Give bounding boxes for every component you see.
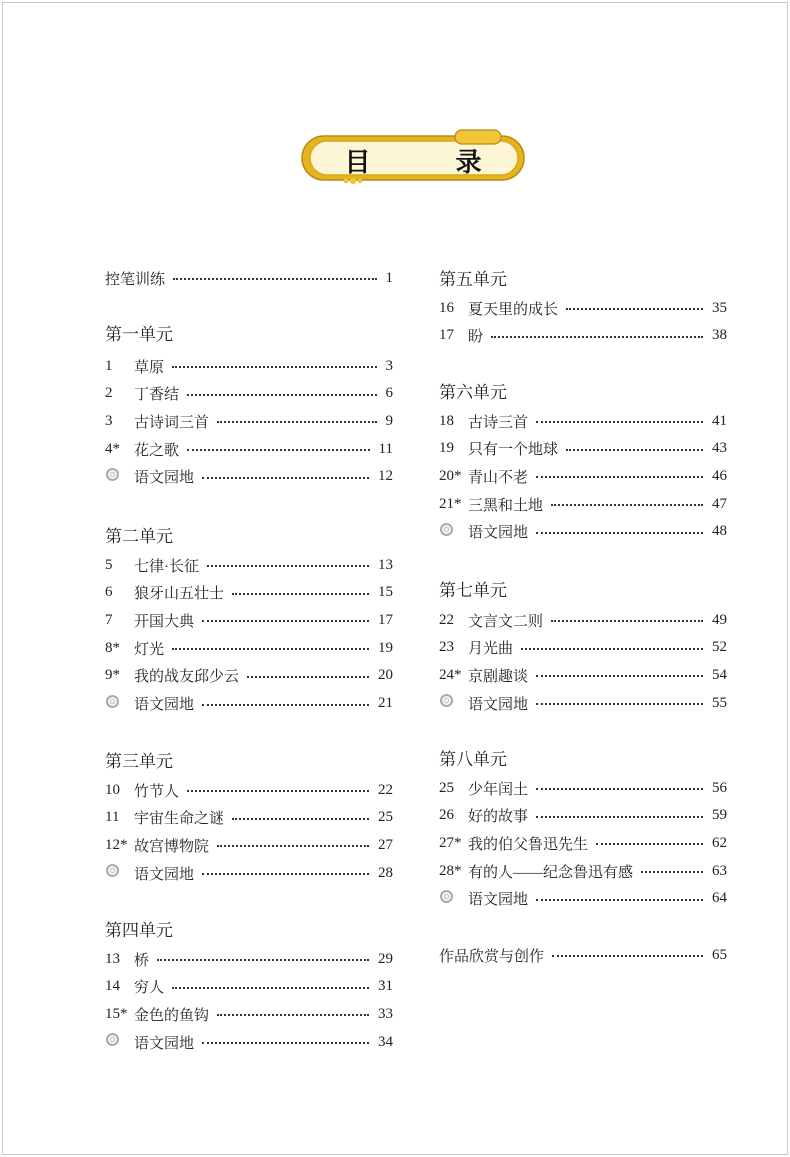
entry-title: 狼牙山五壮士 — [134, 586, 225, 603]
dot-leader — [232, 593, 369, 595]
lesson-number: 14 — [105, 978, 120, 995]
entry-title: 语文园地 — [134, 697, 195, 713]
page-number: 28 — [378, 864, 393, 881]
toc-entry[interactable] — [105, 353, 393, 380]
unit-heading: 第三单元 — [105, 752, 173, 771]
toc-entry[interactable] — [439, 690, 727, 717]
dot-leader — [536, 675, 703, 677]
dot-leader — [202, 704, 369, 706]
page-number: 62 — [712, 834, 727, 851]
toc-entry[interactable] — [105, 607, 393, 634]
toc-entry[interactable] — [439, 802, 727, 829]
lesson-number: 12* — [105, 836, 128, 853]
page-number: 52 — [712, 639, 727, 656]
toc-entry[interactable] — [105, 662, 393, 689]
entry-title: 只有一个地球 — [468, 442, 559, 459]
dot-leader — [536, 476, 703, 478]
dot-leader — [202, 620, 369, 622]
page-number: 48 — [712, 523, 727, 540]
page-number: 64 — [712, 890, 727, 907]
dot-leader — [536, 532, 703, 534]
toc-entry[interactable] — [439, 942, 727, 969]
toc-entry[interactable] — [105, 635, 393, 662]
page-number: 65 — [712, 946, 727, 963]
lesson-number: 4* — [105, 440, 120, 457]
entry-title: 文言文二则 — [468, 613, 544, 630]
dot-leader — [521, 648, 703, 650]
unit-heading: 第二单元 — [105, 527, 173, 546]
page-number: 27 — [378, 836, 393, 853]
page-number: 43 — [712, 440, 727, 457]
page-number: 59 — [712, 807, 727, 824]
page-number: 29 — [378, 950, 393, 967]
title-banner — [300, 128, 526, 182]
dot-leader — [172, 987, 369, 989]
entry-title: 三黑和土地 — [468, 497, 544, 514]
page-number: 49 — [712, 611, 727, 628]
page-number: 11 — [378, 440, 393, 457]
unit-heading: 第一单元 — [105, 325, 173, 344]
page-number: 41 — [712, 412, 727, 429]
toc-entry[interactable] — [439, 607, 727, 634]
toc-entry[interactable] — [439, 634, 727, 661]
toc-entry[interactable] — [439, 322, 727, 349]
entry-title: 桥 — [134, 952, 150, 969]
page-number: 3 — [385, 357, 393, 374]
page-number: 12 — [378, 468, 393, 485]
dot-leader — [187, 394, 376, 396]
toc-entry[interactable] — [105, 1029, 393, 1056]
toc-entry[interactable] — [439, 775, 727, 802]
entry-title: 竹节人 — [134, 783, 180, 800]
entry-title: 夏天里的成长 — [468, 301, 559, 318]
toc-entry[interactable] — [105, 579, 393, 606]
dot-leader — [202, 873, 369, 875]
dot-leader — [536, 421, 703, 423]
entry-title: 丁香结 — [134, 387, 180, 404]
lesson-number: 22 — [439, 611, 454, 628]
dot-leader — [173, 278, 376, 280]
toc-entry[interactable] — [105, 804, 393, 831]
page-title: 目 录 — [344, 148, 520, 178]
entry-title: 语文园地 — [468, 696, 529, 713]
dot-leader — [536, 899, 703, 901]
entry-title: 作品欣赏与创作 — [439, 948, 545, 965]
toc-entry[interactable] — [105, 1001, 393, 1028]
lesson-number: 18 — [439, 412, 454, 429]
review-ring-icon — [439, 890, 468, 908]
review-ring-icon — [105, 695, 134, 713]
lesson-number: 3 — [105, 412, 113, 429]
entry-title: 古诗三首 — [468, 414, 529, 431]
lesson-number: 21* — [439, 495, 462, 512]
dot-leader — [217, 845, 369, 847]
page-number: 20 — [378, 667, 393, 684]
dot-leader — [207, 565, 369, 567]
unit-heading: 第六单元 — [439, 383, 507, 402]
dot-leader — [157, 959, 369, 961]
page-number: 63 — [712, 862, 727, 879]
toc-entry[interactable] — [105, 265, 393, 292]
toc-entry[interactable] — [105, 777, 393, 804]
page-number: 1 — [385, 269, 393, 286]
toc-entry[interactable] — [439, 435, 727, 462]
dot-leader — [217, 421, 376, 423]
review-ring-icon — [105, 1033, 134, 1051]
page-number: 46 — [712, 467, 727, 484]
dot-leader — [536, 703, 703, 705]
entry-title: 好的故事 — [468, 809, 529, 826]
toc-entry[interactable] — [105, 690, 393, 717]
entry-title: 盼 — [468, 329, 484, 346]
entry-title: 故宫博物院 — [134, 838, 210, 855]
entry-title: 花之歌 — [134, 442, 180, 459]
lesson-number: 6 — [105, 584, 113, 601]
lesson-number: 26 — [439, 807, 454, 824]
dot-leader — [187, 790, 369, 792]
unit-heading: 第四单元 — [105, 921, 173, 940]
page-number: 33 — [378, 1005, 393, 1022]
entry-title: 控笔训练 — [105, 271, 166, 288]
unit-heading: 第七单元 — [439, 581, 507, 600]
dot-leader — [217, 1014, 369, 1016]
toc-entry[interactable] — [105, 860, 393, 887]
page-number: 38 — [712, 327, 727, 344]
dot-leader — [172, 366, 376, 368]
page-number: 35 — [712, 299, 727, 316]
dot-leader — [202, 477, 369, 479]
lesson-number: 19 — [439, 440, 454, 457]
entry-title: 语文园地 — [134, 1035, 195, 1052]
dot-leader — [247, 676, 369, 678]
entry-title: 京剧趣谈 — [468, 668, 529, 685]
toc-entry[interactable] — [439, 858, 727, 885]
dot-leader — [641, 871, 703, 873]
entry-title: 我的伯父鲁迅先生 — [468, 836, 589, 853]
lesson-number: 8* — [105, 639, 120, 656]
dot-leader — [187, 449, 370, 451]
dot-leader — [536, 788, 703, 790]
page-number: 56 — [712, 779, 727, 796]
lesson-number: 9* — [105, 667, 120, 684]
toc-entry[interactable] — [105, 380, 393, 407]
toc-entry[interactable] — [439, 830, 727, 857]
toc-entry[interactable] — [105, 552, 393, 579]
unit-heading: 第五单元 — [439, 270, 507, 289]
dot-leader — [566, 449, 703, 451]
entry-title: 语文园地 — [468, 892, 529, 909]
entry-title: 青山不老 — [468, 469, 529, 486]
entry-title: 开国大典 — [134, 613, 195, 630]
toc-entry[interactable] — [105, 408, 393, 435]
toc-entry[interactable] — [439, 295, 727, 322]
review-ring-icon — [105, 864, 134, 882]
entry-title: 语文园地 — [134, 470, 195, 487]
lesson-number: 16 — [439, 299, 454, 316]
page-number: 47 — [712, 495, 727, 512]
entry-title: 金色的鱼钩 — [134, 1007, 210, 1024]
review-ring-icon — [105, 468, 134, 486]
lesson-number: 5 — [105, 556, 113, 573]
lesson-number: 20* — [439, 467, 462, 484]
dot-leader — [491, 336, 703, 338]
page-number: 22 — [378, 781, 393, 798]
page-number: 31 — [378, 978, 393, 995]
entry-title: 我的战友邱少云 — [134, 669, 240, 686]
page-number: 55 — [712, 694, 727, 711]
lesson-number: 10 — [105, 781, 120, 798]
unit-heading: 第八单元 — [439, 750, 507, 769]
toc-entry[interactable] — [439, 408, 727, 435]
page-number: 13 — [378, 556, 393, 573]
entry-title: 宇宙生命之谜 — [134, 811, 225, 828]
lesson-number: 2 — [105, 385, 113, 402]
dot-leader — [551, 620, 703, 622]
toc-entry[interactable] — [439, 662, 727, 689]
toc-entry[interactable] — [439, 518, 727, 545]
dot-leader — [596, 843, 703, 845]
page-number: 34 — [378, 1033, 393, 1050]
dot-leader — [232, 818, 369, 820]
lesson-number: 1 — [105, 357, 113, 374]
dot-leader — [551, 504, 703, 506]
toc-entry[interactable] — [105, 946, 393, 973]
dot-leader — [202, 1042, 369, 1044]
lesson-number: 27* — [439, 834, 462, 851]
lesson-number: 24* — [439, 666, 462, 683]
page-number: 6 — [385, 385, 393, 402]
page-number: 17 — [378, 611, 393, 628]
page-number: 19 — [378, 639, 393, 656]
lesson-number: 7 — [105, 611, 113, 628]
entry-title: 草原 — [134, 359, 165, 376]
dot-leader — [172, 648, 369, 650]
toc-entry[interactable] — [105, 463, 393, 490]
toc-entry[interactable] — [105, 436, 393, 463]
review-ring-icon — [439, 694, 468, 712]
dot-leader — [552, 955, 703, 957]
lesson-number: 13 — [105, 950, 120, 967]
page-number: 21 — [378, 695, 393, 711]
entry-title: 古诗词三首 — [134, 414, 210, 431]
lesson-number: 25 — [439, 779, 454, 796]
entry-title: 语文园地 — [468, 525, 529, 542]
lesson-number: 28* — [439, 862, 462, 879]
review-ring-icon — [439, 523, 468, 541]
entry-title: 七律·长征 — [134, 558, 199, 575]
lesson-number: 17 — [439, 327, 454, 344]
lesson-number: 23 — [439, 639, 454, 656]
entry-title: 月光曲 — [468, 641, 514, 658]
toc-entry[interactable] — [439, 491, 727, 518]
toc-entry[interactable] — [105, 973, 393, 1000]
entry-title: 少年闰土 — [468, 781, 529, 798]
lesson-number: 15* — [105, 1005, 128, 1022]
page-number: 15 — [378, 584, 393, 601]
toc-entry[interactable] — [439, 463, 727, 490]
dot-leader — [536, 816, 703, 818]
toc-entry[interactable] — [105, 832, 393, 859]
entry-title: 穷人 — [134, 980, 165, 997]
page-number: 54 — [712, 666, 727, 683]
toc-entry[interactable] — [439, 885, 727, 912]
entry-title: 有的人——纪念鲁迅有感 — [468, 864, 634, 881]
dot-leader — [566, 308, 703, 310]
page-number: 25 — [378, 809, 393, 826]
page-number: 9 — [385, 412, 393, 429]
lesson-number: 11 — [105, 809, 120, 826]
entry-title: 灯光 — [134, 641, 165, 658]
entry-title: 语文园地 — [134, 866, 195, 883]
